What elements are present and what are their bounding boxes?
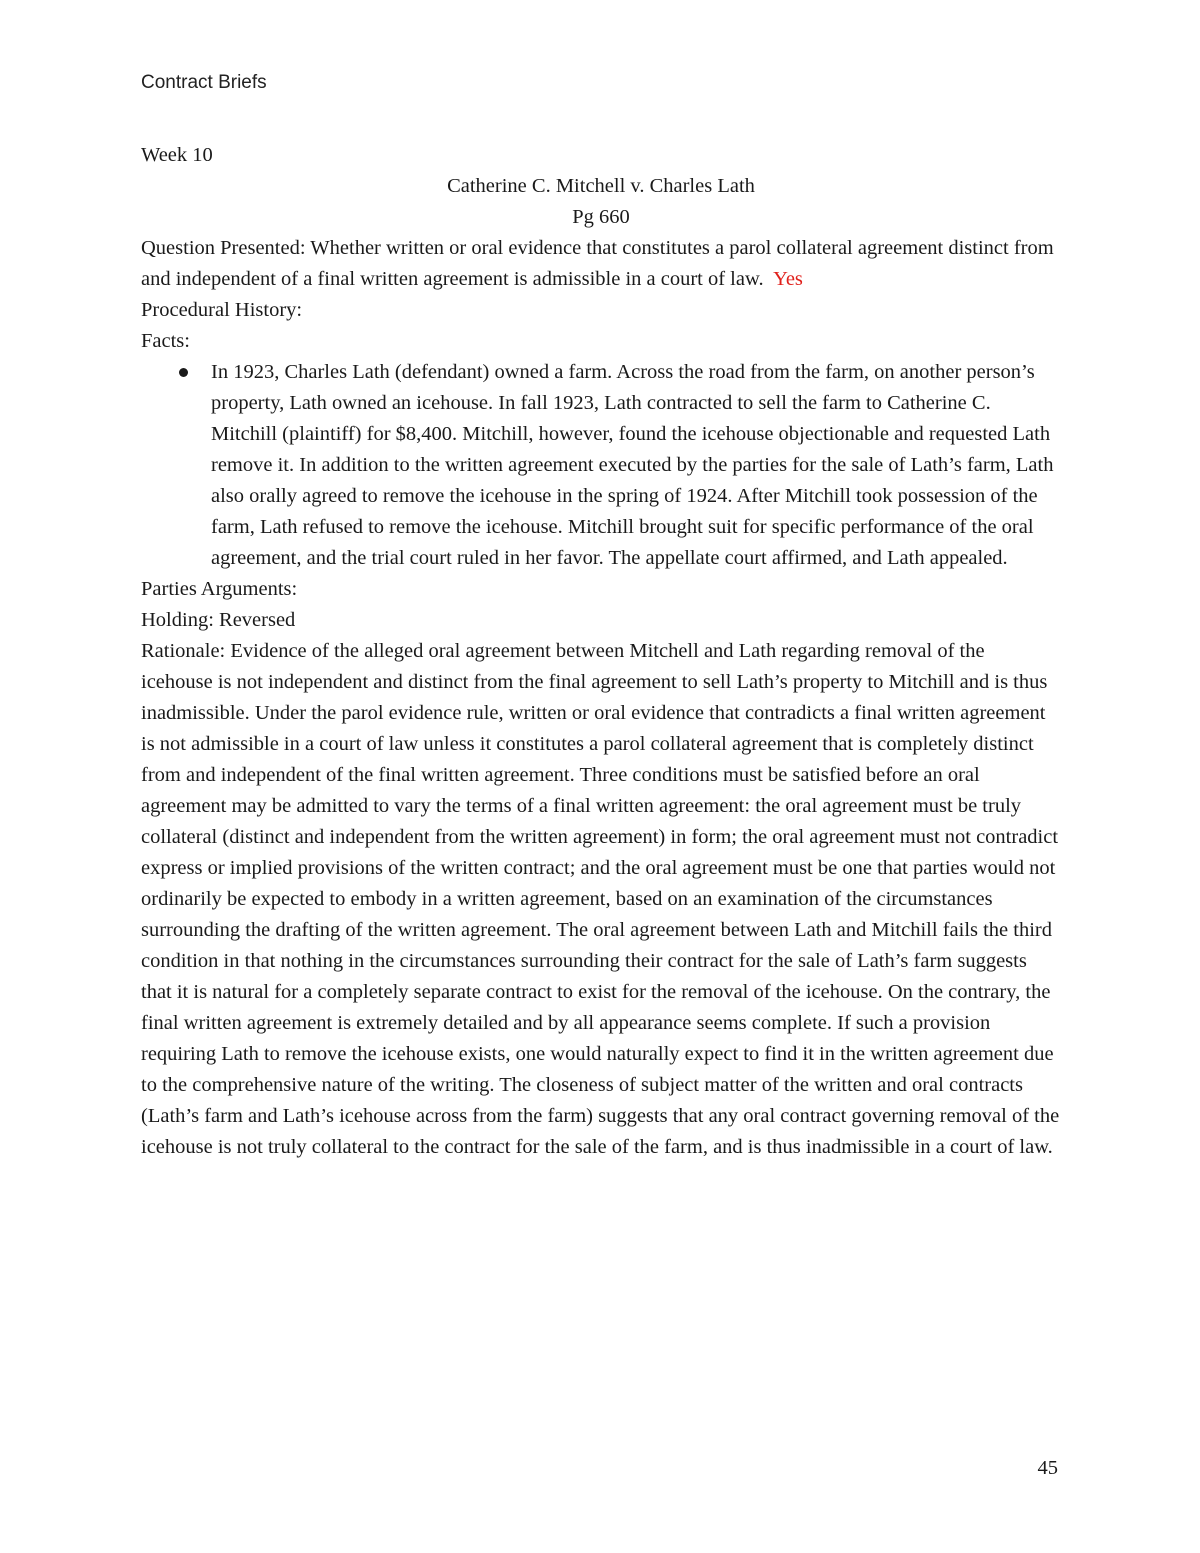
- question-presented-text: Question Presented: Whether written or oral evidence that constitutes a parol collateral agreement distinct from and independent of a final written agreement is admissible in a court of law.: [141, 237, 1054, 290]
- facts-list: [141, 357, 1061, 574]
- bullet-icon: [179, 368, 188, 377]
- parties-arguments-label: Parties Arguments:: [141, 578, 298, 600]
- question-answer: Yes: [773, 268, 803, 290]
- holding: Holding: Reversed: [141, 609, 296, 631]
- page-number: 45: [1037, 1457, 1058, 1479]
- case-title: Catherine C. Mitchell v. Charles Lath: [447, 175, 755, 197]
- page-reference: Pg 660: [572, 206, 630, 228]
- document-header: Contract Briefs: [141, 72, 267, 93]
- procedural-history-label: Procedural History:: [141, 299, 303, 321]
- week-label: Week 10: [141, 144, 213, 166]
- rationale: Rationale: Evidence of the alleged oral agreement between Mitchell and Lath regarding removal of the icehouse is not independent and distinct from the final agreement to sell Lath’s property to Mitchill and is thus inadmissible. Under the parol evidence rule, written or oral evidence that contradicts a final written agreement is not admissible in a court of law unless it constitutes a parol collateral agreement that is completely distinct from and independent of the final written agreement. Three conditions must be satisfied before an oral agreement may be admitted to vary the terms of a final written agreement: the oral agreement must be truly collateral (distinct and independent from the written agreement) in form; the oral agreement must not contradict express or implied provisions of the written contract; and the oral agreement must be one that parties would not ordinarily be expected to embody in a written agreement, based on an examination of the circumstances surrounding the drafting of the written agreement. The oral agreement between Lath and Mitchill fails the third condition in that nothing in the circumstances surrounding their contract for the sale of Lath’s farm suggests that it is natural for a completely separate contract to exist for the removal of the icehouse. On the contrary, the final written agreement is extremely detailed and by all appearance seems complete. If such a provision requiring Lath to remove the icehouse exists, one would naturally expect to find it in the written agreement due to the comprehensive nature of the writing. The closeness of subject matter of the written and oral contracts (Lath’s farm and Lath’s icehouse across from the farm) suggests that any oral contract governing removal of the icehouse is not truly collateral to the contract for the sale of the farm, and is thus inadmissible in a court of law.: [141, 640, 1060, 1158]
- question-presented: [141, 233, 1061, 295]
- facts-list-item: [141, 357, 1061, 574]
- facts-label: Facts:: [141, 330, 190, 352]
- brief-body: [141, 140, 1061, 1163]
- facts-text: In 1923, Charles Lath (defendant) owned a farm. Across the road from the farm, on another person’s property, Lath owned an icehouse. In fall 1923, Lath contracted to sell the farm to Catherine C. Mitchill (plaintiff) for $8,400. Mitchill, however, found the icehouse objectionable and requested Lath remove it. In addition to the written agreement executed by the parties for the sale of Lath’s farm, Lath also orally agreed to remove the icehouse in the spring of 1924. After Mitchill took possession of the farm, Lath refused to remove the icehouse. Mitchill brought suit for specific performance of the oral agreement, and the trial court ruled in her favor. The appellate court affirmed, and Lath appealed.: [211, 361, 1054, 569]
